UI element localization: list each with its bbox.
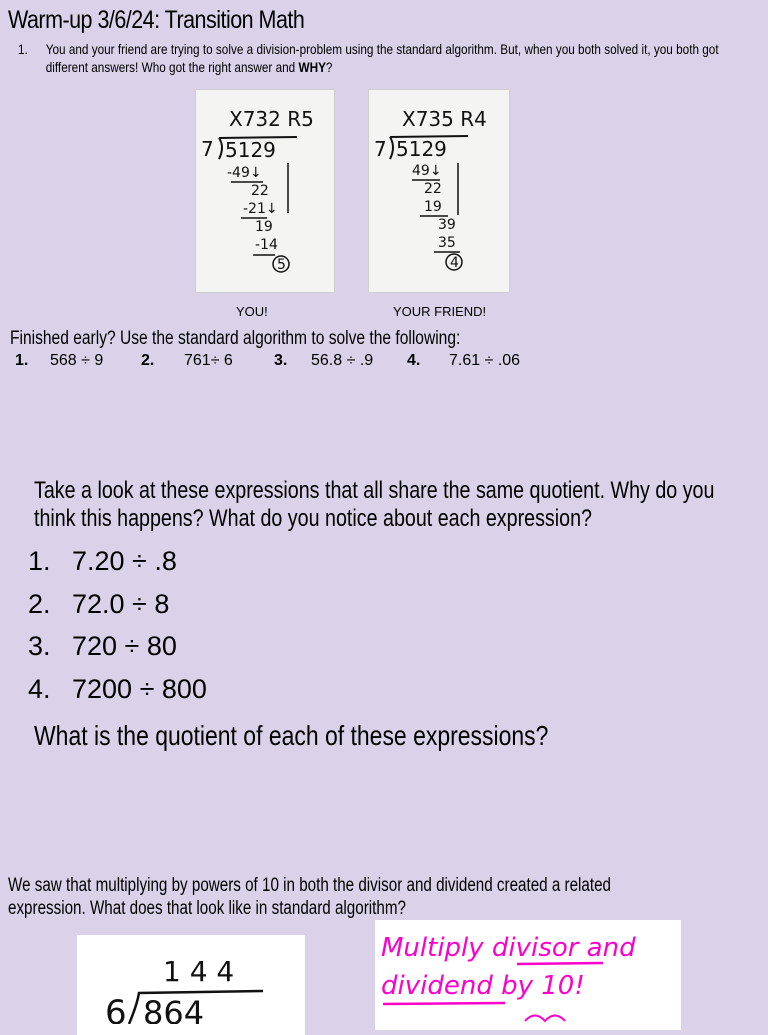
item-expression: 7200 ÷ 800 (72, 673, 207, 704)
question-text-part: You and your friend are trying to solve a division-problem using the standard algorithm. But, when you both solved it, you both got different answers! Who got the right answer and (45, 41, 719, 75)
note-line-2: dividend by 10! (381, 971, 585, 1001)
you-step-1: -49↓ (227, 165, 262, 181)
problem-number: 2. (141, 352, 155, 369)
list-item (28, 668, 207, 711)
caption-you: YOU! (236, 304, 268, 319)
problem-number: 1. (15, 352, 29, 369)
friend-step-4: 39 (438, 217, 456, 233)
item-expression: 720 ÷ 80 (72, 631, 177, 661)
question-text-end: ? (325, 59, 333, 75)
you-divisor: 7 (201, 137, 214, 161)
you-dividend: 5129 (225, 138, 276, 162)
problem-expression: 568 ÷ 9 (50, 352, 104, 369)
friend-step-3: 19 (424, 199, 442, 215)
item-expression: 7.20 ÷ .8 (72, 546, 177, 576)
finished-early-heading: Finished early? Use the standard algorithm to solve the following: (10, 328, 461, 349)
photo-friend-work (368, 89, 510, 293)
friend-dividend: 5129 (396, 137, 447, 161)
algo-dividend: 864 (143, 994, 205, 1024)
quotient-question: What is the quotient of each of these expressions? (34, 720, 549, 751)
problem-expression: 761÷ 6 (184, 352, 233, 369)
you-step-3: -21↓ (243, 201, 278, 217)
list-item (28, 625, 207, 668)
list-item (28, 540, 207, 583)
caption-friend: YOUR FRIEND! (393, 304, 487, 319)
item-number: 4. (28, 673, 51, 704)
friend-quotient: X735 R4 (402, 107, 487, 131)
item-number: 3. (28, 631, 51, 661)
you-step-2: 22 (251, 183, 269, 199)
friend-step-5: 35 (438, 235, 456, 251)
powers-of-ten-text: We saw that multiplying by powers of 10 in both the divisor and dividend created a related expression. What does that look like in standard algorithm? (8, 875, 611, 919)
photo-you-work (195, 89, 335, 293)
item-expression: 72.0 ÷ 8 (72, 588, 170, 619)
friend-step-6: 4 (450, 255, 459, 271)
same-quotient-prompt: Take a look at these expressions that all share the same quotient. Why do you think this happens? What do you notice about each expression? (34, 477, 715, 532)
early-problems (15, 352, 520, 370)
friend-divisor: 7 (374, 137, 387, 161)
friend-step-2: 22 (424, 181, 442, 197)
algorithm-example (77, 935, 305, 1035)
problem-number: 4. (407, 352, 421, 369)
friend-step-1: 49↓ (412, 163, 442, 179)
page-title: Warm-up 3/6/24: Transition Math (8, 6, 305, 34)
list-item (28, 583, 207, 626)
you-step-5: -14 (255, 237, 278, 253)
algo-divisor: 6 (105, 993, 127, 1024)
handwritten-note (375, 920, 681, 1030)
note-line-1: Multiply divisor and (381, 933, 636, 963)
algo-quotient: 1 4 4 (163, 955, 235, 988)
problem-expression: 56.8 ÷ .9 (311, 352, 374, 369)
you-quotient: X732 R5 (229, 107, 314, 131)
you-step-6: 5 (277, 257, 286, 273)
item-number: 1. (28, 546, 51, 576)
question-1 (18, 40, 740, 76)
you-step-4: 19 (255, 219, 273, 235)
question-emphasis: WHY (298, 59, 326, 75)
problem-expression: 7.61 ÷ .06 (449, 352, 521, 369)
item-number: 2. (28, 588, 51, 619)
question-text (46, 40, 741, 76)
problem-number: 3. (274, 352, 288, 369)
question-number: 1. (18, 41, 28, 57)
expression-list (28, 540, 207, 710)
